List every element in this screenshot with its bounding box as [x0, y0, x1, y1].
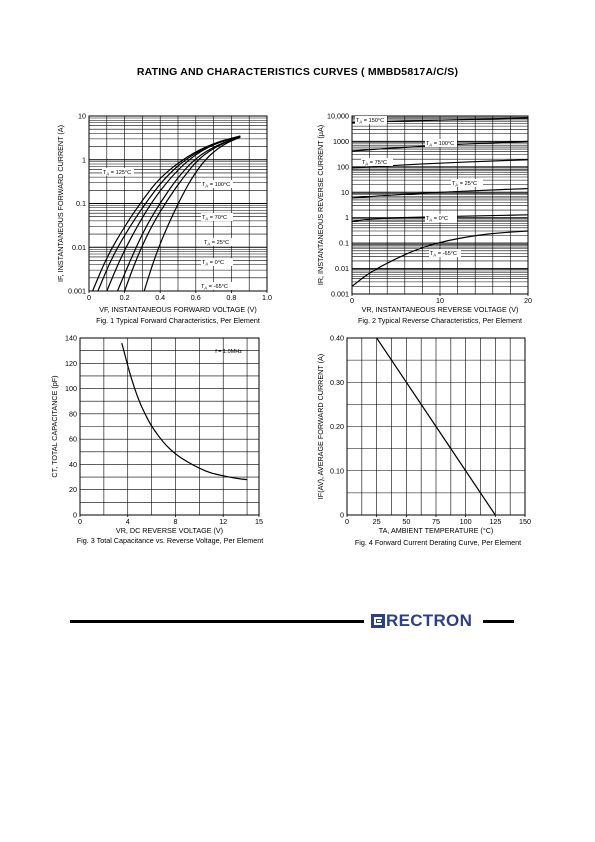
fig1-xtick-label: 0: [87, 293, 91, 302]
fig4-xtick-label: 25: [372, 517, 381, 526]
fig2-ylabel: IR, INSTANTANEOUS REVERSE CURRENT (μA): [316, 124, 325, 286]
fig2-series-label-0: $T_A = 150^\circ C$: [356, 118, 385, 125]
fig2-xtick-label: 0: [350, 296, 354, 305]
fig1-series-label-0: $T_A = 125^\circ C$: [103, 170, 132, 177]
fig1-caption: Fig. 1 Typical Forward Characteristics, Per Element: [96, 316, 260, 325]
fig1-xtick-label: 0.6: [190, 293, 201, 302]
fig3-annotation: f = 1.0MHz: [215, 349, 242, 355]
fig3-xlabel: VR, DC REVERSE VOLTAGE (V): [115, 526, 224, 535]
fig1-series-label-2: $T_A = 70^\circ C$: [202, 215, 228, 222]
fig3-xtick-label: 0: [78, 517, 82, 526]
fig2-ytick-label: 1000: [333, 136, 349, 146]
fig3-caption: Fig. 3 Total Capacitance vs. Reverse Voltage, Per Element: [76, 536, 264, 545]
fig2-xtick-label: 10: [436, 296, 444, 305]
fig3-ytick-label: 0: [73, 510, 77, 520]
fig2-xtick-label: 20: [524, 296, 532, 305]
fig1-xlabel: VF, INSTANTANEOUS FORWARD VOLTAGE (V): [99, 305, 257, 314]
fig2-ytick-label: 1: [345, 213, 349, 223]
fig2-series-label-1: $T_A = 100^\circ C$: [426, 141, 455, 148]
fig1-ytick-label: 0.001: [68, 286, 86, 296]
fig1-ytick-label: 10: [78, 111, 86, 121]
fig2-xlabel: VR, INSTANTANEOUS REVERSE VOLTAGE (V): [361, 305, 519, 314]
fig4-ytick-label: 0.10: [330, 466, 344, 476]
fig2-series-label-2: $T_A = 75^\circ C$: [362, 160, 388, 167]
fig2-series-label-4: $T_A = 0^\circ C$: [426, 216, 448, 223]
footer-rule-left: [70, 620, 364, 623]
fig4-ytick-label: 0.30: [330, 377, 344, 387]
fig4-xtick-label: 150: [519, 517, 531, 526]
page-title: RATING AND CHARACTERISTICS CURVES ( MMBD5817A/C/S): [136, 66, 459, 78]
fig1-ytick-label: 0.1: [76, 199, 86, 208]
fig3-ytick-label: 20: [69, 485, 77, 495]
fig4-ylabel: IF(AV), AVERAGE FORWARD CURRENT (A): [316, 353, 325, 500]
fig3-ytick-label: 40: [69, 459, 77, 469]
fig4-xtick-label: 125: [489, 517, 502, 526]
fig3-xtick-label: 8: [173, 517, 178, 526]
fig4-xtick-label: 0: [345, 517, 349, 526]
fig3-xtick-label: 4: [125, 517, 130, 526]
fig2-ytick-label: 0.001: [331, 289, 349, 299]
fig1-ytick-label: 1: [82, 155, 86, 165]
fig1-xtick-label: 0.2: [119, 293, 130, 302]
fig2-series-label-5: $T_A = -65^\circ C$: [430, 251, 457, 258]
fig1-series-label-5: $T_A = -65^\circ C$: [201, 284, 228, 291]
fig3-ytick-label: 140: [65, 333, 77, 343]
fig4-xlabel: TA, AMBIENT TEMPERATURE (°C): [378, 526, 494, 535]
fig1-series-label-4: $T_A = 0^\circ C$: [202, 260, 224, 267]
fig3-xtick-label: 12: [219, 517, 228, 526]
rectron-logo-text: RECTRON: [386, 611, 473, 630]
fig1-xtick-label: 1.0: [262, 293, 272, 302]
fig1-ylabel: IF, INSTANTANEOUS FORWARD CURRENT (A): [56, 125, 65, 282]
fig2-ytick-label: 100: [337, 162, 349, 172]
fig4-caption: Fig. 4 Forward Current Derating Curve, Per Element: [354, 538, 522, 547]
fig4-ytick-label: 0.20: [330, 422, 344, 431]
rectron-logo: [371, 611, 472, 631]
fig4-ytick-label: 0.40: [330, 333, 344, 343]
fig3-ytick-label: 80: [69, 409, 77, 419]
fig3-xtick-label: 15: [255, 517, 263, 526]
fig1-xtick-label: 0.8: [226, 293, 237, 302]
fig2-ytick-label: 0.01: [335, 264, 349, 274]
footer-rule-right: [483, 620, 514, 623]
fig1-series-label-3: $T_A = 25^\circ C$: [204, 240, 230, 247]
fig1-ytick-label: 0.01: [72, 242, 86, 252]
fig4-ytick-label: 0: [340, 510, 344, 520]
fig2-caption: Fig. 2 Typical Reverse Characteristics, Per Element: [357, 316, 523, 325]
fig2-ytick-label: 10,000: [327, 111, 349, 121]
fig4-xtick-label: 75: [432, 517, 440, 526]
fig3-ylabel: CT, TOTAL CAPACITANCE (pF): [50, 375, 59, 478]
rectron-logo-icon: [371, 614, 385, 628]
fig1-xtick-label: 0.4: [155, 293, 166, 302]
fig3-ytick-label: 120: [65, 358, 77, 368]
fig3-ytick-label: 100: [65, 384, 77, 394]
fig2-ytick-label: 0.1: [339, 238, 349, 248]
fig2-series-label-3: $T_A = 25^\circ C$: [452, 181, 478, 188]
fig4-xtick-label: 100: [459, 517, 472, 526]
fig1-series-label-1: $T_A = 100^\circ C$: [202, 182, 231, 189]
fig2-ytick-label: 10: [341, 187, 349, 197]
fig4-xtick-label: 50: [402, 517, 411, 526]
fig3-ytick-label: 60: [69, 434, 77, 444]
